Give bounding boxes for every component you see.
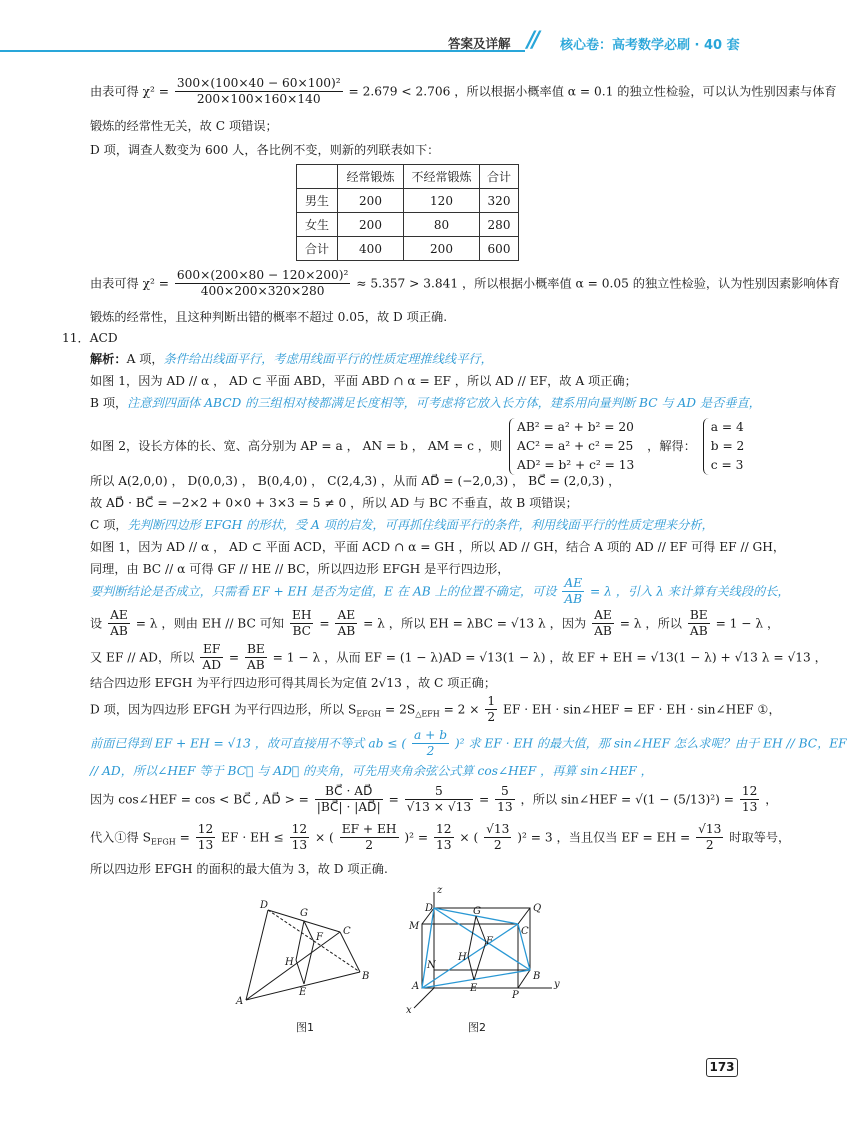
label-a: A [236, 996, 244, 1007]
analysis-c: C 项，先判断四边形 EFGH 的形状，受 A 项的启发，可再抓住线面平行的条件，利用线面平行的性质定理来分析， [90, 518, 714, 532]
analysis-a-proof: 如图 1，因为 AD // α ， AD ⊂ 平面 ABD，平面 ABD ∩ α = EF ，所以 AD // EF，故 A 项正确； [90, 374, 637, 388]
equation-system: AB² = a² + b² = 20 AC² = a² + c² = 25 AD² = b² + c² = 13 [509, 418, 640, 475]
analysis-b-dot: 故 AD⃗ · BC⃗ = −2×2 + 0×0 + 3×3 = 5 ≠ 0 ，所以 AD 与 BC 不垂直，故 B 项错误； [90, 496, 578, 510]
label-b: B [362, 971, 370, 982]
label-m: M [409, 921, 420, 932]
figure-1-tetrahedron [232, 898, 382, 1038]
figure-2-cuboid [400, 884, 568, 1038]
segment-he [296, 960, 304, 984]
chi-square-fraction-1: $\frac{\text{300×(100×40 − 60×100)²}}{200\times 100\times 160\times 140}$ [176, 76, 341, 107]
label-q: Q [533, 903, 542, 914]
segment-gf [304, 921, 314, 942]
table-row: 男生 200 120 320 [297, 189, 519, 213]
edge-qc [518, 908, 530, 924]
analysis-d-line-3: 代入①得 $S_{EFGH}$ = $\frac{12}{13}$ EF · EH ≤ $\frac{12}{13}$ × ( $\frac{EF + EH}{2}$ )² = $\frac{12}{13}$ × ( $\frac{√13}{2}$ )² = 3 ，当且仅当 EF = EH = $\frac{√13}{2}$ 时取等号， [90, 822, 791, 853]
table-header-row: 经常锻炼 不经常锻炼 合计 [297, 165, 519, 189]
analysis-c-line-1: 如图 1，因为 AD // α ， AD ⊂ 平面 ACD，平面 ACD ∩ α = GH ，所以 AD // GH，结合 A 项的 AD // EF 可得 EF // GH， [90, 540, 786, 554]
analysis-b-system: 如图 2，设长方体的长、宽、高分别为 AP = a ， AN = b ， AM = c ，则 AB² = a² + b² = 20 AC² = a² + c² = 25 AD² = b² + c² = 13 ，解得： a = 4 b = 2 c = 3 [90, 418, 753, 475]
chi-square-fraction-2: $\frac{\text{600×(200×80 − 120×200)²}}{400\times 200\times 320\times 280}$ [176, 268, 349, 299]
blue-edge-da [422, 908, 434, 988]
blue-edge-ac [422, 924, 518, 988]
analysis-d-hint-1: 前面已得到 EF + EH = √13 ，故可直接用不等式 ab ≤ ( $\frac{a + b}{2}$ )² 求 EF · EH 的最大值，那 sin∠HEF 怎么求呢？由于 EH // BC，EF [90, 728, 847, 759]
conclusion-c: 锻炼的经常性无关，故 C 项错误； [90, 119, 278, 133]
analysis-d-hint-2: // AD，所以∠HEF 等于 BC⃗ 与 AD⃗ 的夹角，可先用夹角余弦公式算 cos∠HEF ，再算 sin∠HEF ， [90, 764, 653, 778]
label-g-2: G [473, 906, 481, 917]
label-b-2: B [533, 971, 541, 982]
label-c-2: C [521, 926, 529, 937]
figure-2-caption: 图2 [468, 1021, 486, 1034]
header-slash-decoration: // [527, 28, 538, 53]
label-e-2: E [470, 983, 478, 994]
analysis-c-line-4: 又 EF // AD，所以 $\frac{EF}{AD}$ = $\frac{BE}{AB}$ = 1 − λ ，从而 EF = (1 − λ)AD = √13(1 − λ) ，故 EF + EH = √13(1 − λ) + √13 λ = √13 ， [90, 642, 827, 673]
tetrahedron-in-cuboid [422, 908, 530, 988]
segment-gh [296, 921, 304, 960]
item-d-intro: D 项，调查人数变为 600 人，各比例不变，则新的列联表如下： [90, 143, 440, 157]
segment-gh-2 [468, 916, 476, 956]
chi-square-line-2: 由表可得 χ² = $\frac{\text{600×(200×80 − 120×200)²}}{400\times 200\times 320\times 280}$ ≈ 5.357 > 3.841 ，所以根据小概率值 α = 0.05 的独立性检验，认为性别因素影响体育 [90, 268, 840, 299]
label-c: C [343, 926, 351, 937]
header-section-label: 答案及详解 [448, 36, 511, 51]
label-h: H [285, 957, 294, 968]
analysis-a: 解析：A 项，条件给出线面平行，考虑用线面平行的性质定理推线线平行， [90, 352, 493, 366]
header-rule [0, 50, 525, 52]
conclusion-d: 锻炼的经常性，且这种判断出错的概率不超过 0.05，故 D 项正确. [90, 310, 448, 324]
analysis-c-line-2: 同理，由 BC // α 可得 GF // HE // BC，所以四边形 EFGH 是平行四边形， [90, 562, 510, 576]
segment-ef-2 [474, 942, 486, 980]
solution-system: a = 4 b = 2 c = 3 [703, 418, 751, 475]
analysis-c-line-3: 设 $\frac{AE}{AB}$ = λ ，则由 EH // BC 可知 $\frac{EH}{BC}$ = $\frac{AE}{AB}$ = λ ，所以 EH = λBC = √13 λ ，因为 $\frac{AE}{AB}$ = λ ，所以 $\frac{BE}{AB}$ = 1 − λ ， [90, 608, 780, 639]
label-d-2: D [425, 903, 434, 914]
page-number: 173 [706, 1058, 738, 1077]
label-f-2: F [486, 936, 493, 947]
label-f: F [316, 932, 323, 943]
label-p: P [512, 990, 519, 1001]
segment-ef [304, 942, 314, 984]
label-z: z [437, 885, 443, 896]
analysis-c-line-5: 结合四边形 EFGH 为平行四边形可得其周长为定值 2√13 ，故 C 项正确； [90, 676, 497, 690]
segment-he-2 [468, 956, 474, 980]
edge-bp [518, 970, 530, 988]
edge-cb [340, 932, 360, 972]
label-g: G [300, 908, 308, 919]
chi-square-line-1: 由表可得 χ² = $\frac{\text{300×(100×40 − 60×100)²}}{200\times 100\times 160\times 140}$ = 2.679 < 2.706 ，所以根据小概率值 α = 0.1 的独立性检验，可以认为性别因素与体育 [90, 76, 837, 107]
label-x: x [406, 1005, 412, 1016]
analysis-d-line-2: 因为 cos∠HEF = cos < BC⃗ , AD⃗ > = $\frac{BC⃗ \cdot AD⃗}{|BC⃗| \cdot |AD⃗|}$ = $\frac{5}{√13 \times √13}$ = $\frac{5}{13}$ ，所以 sin∠HEF = √(1 − (5/13)²) = $\frac{12}{13}$ ， [90, 784, 778, 815]
question-11-answer: 11．ACD [62, 331, 118, 345]
header-book-title: 核心卷：高考数学必刷 · 40 套 [560, 38, 740, 53]
table-row: 女生 200 80 280 [297, 213, 519, 237]
analysis-b-coords: 所以 A(2,0,0) ， D(0,0,3) ， B(0,4,0) ， C(2,4,3) ，从而 AD⃗ = (−2,0,3) ， BC⃗ = (2,0,3) ， [90, 474, 621, 488]
label-d: D [260, 900, 269, 911]
figure-1-caption: 图1 [296, 1021, 314, 1034]
analysis-b: B 项，注意到四面体 ABCD 的三组相对棱都满足长度相等，可考虑将它放入长方体，建系用向量判断 BC 与 AD 是否垂直， [90, 396, 761, 410]
label-n: N [427, 960, 436, 971]
label-e: E [299, 987, 307, 998]
label-y: y [554, 979, 560, 990]
label-h-2: H [458, 952, 467, 963]
analysis-d-conclusion: 所以四边形 EFGH 的面积的最大值为 3，故 D 项正确. [90, 862, 388, 876]
analysis-d-line-1: D 项，因为四边形 EFGH 为平行四边形，所以 $S_{EFGH} = 2S_{\triangle EFH} = 2$ × $\frac{1}{2}$ EF · EH · sin∠HEF = EF · EH · sin∠HEF ①， [90, 694, 781, 725]
label-a-2: A [412, 981, 420, 992]
analysis-c-hint-2: 要判断结论是否成立，只需看 EF + EH 是否为定值，E 在 AB 上的位置不确定，可设 $\frac{AE}{AB}$ = λ ，引入 λ 来计算有关线段的长， [90, 576, 790, 607]
contingency-table [296, 164, 519, 261]
table-row: 合计 400 200 600 [297, 237, 519, 261]
